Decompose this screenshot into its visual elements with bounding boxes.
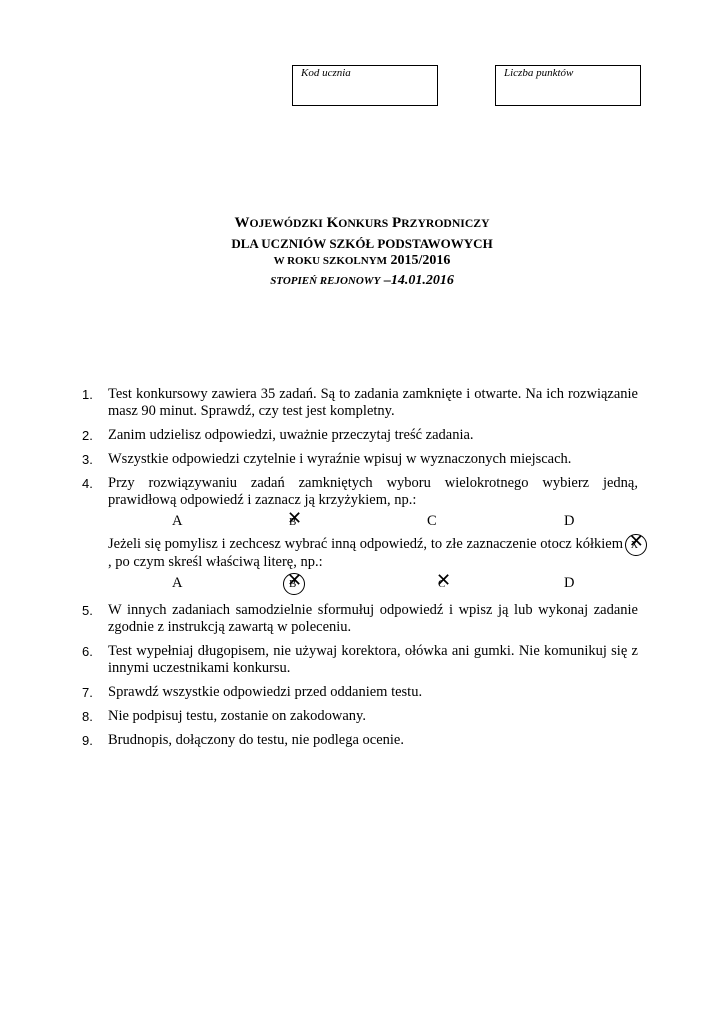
points-label: Liczba punktów [504,67,574,79]
list-item: 8. Nie podpisuj testu, zostanie on zakodowany. [82,708,366,724]
list-item: 4. Przy rozwiązywaniu zadań zamkniętych wyboru wielokrotnego wybierz jedną, prawidłową odpowiedź i zaznacz ją krzyżykiem, np.: A B ✕ C D Jeżeli się pomylisz i zechcesz wybrać inną odpowiedź, to złe zaznaczenie otocz kółkiem X ✕, po czym skreśl właściwą literę, np.: A B ✕ C ✕ D [82,475,638,595]
student-code-label: Kod ucznia [301,67,351,79]
option-a: A [172,513,183,529]
circled-cross-example: X ✕ [631,536,638,554]
example-answers [108,513,638,533]
list-item: 9. Brudnopis, dołączony do testu, nie podlega ocenie. [82,732,404,748]
list-item: 5. W innych zadaniach samodzielnie sformułuj odpowiedź i wpisz ją lub wykonaj zadanie zgodnie z instrukcją zawartą w poleceniu. [82,602,638,635]
list-item: 1. Test konkursowy zawiera 35 zadań. Są to zadania zamknięte i otwarte. Na ich rozwiązanie masz 90 minut. Sprawdź, czy test jest kompletny. [82,386,638,419]
stage-date: STOPIEŃ REJONOWY –14.01.2016 [270,273,454,288]
instructions-list [82,386,638,756]
option-b-crossed: B ✕ [289,513,296,531]
contest-subtitle: DLA UCZNIÓW SZKÓŁ PODSTAWOWYCH [231,236,493,251]
option-d: D [564,575,575,591]
correction-example-answers [108,575,638,595]
list-item: 3. Wszystkie odpowiedzi czytelnie i wyraźnie wpisuj w wyznaczonych miejscach. [82,451,572,467]
option-b-circled: B ✕ [289,575,296,593]
option-c: C [427,513,437,529]
list-item: 6. Test wypełniaj długopisem, nie używaj korektora, ołówka ani gumki. Nie komunikuj się z innymi uczestnikami konkursu. [82,643,638,676]
list-item: 7. Sprawdź wszystkie odpowiedzi przed oddaniem testu. [82,684,423,700]
option-a: A [172,575,183,591]
option-d: D [564,513,575,529]
contest-title: WOJEWÓDZKI KONKURS PRZYRODNICZY [234,215,490,231]
list-item: 2. Zanim udzielisz odpowiedzi, uważnie przeczytaj treść zadania. [82,427,474,443]
student-code-box[interactable] [292,65,438,106]
school-year: W ROKU SZKOLNYM 2015/2016 [273,253,451,268]
points-box[interactable] [495,65,641,106]
option-c-crossed: C ✕ [438,575,445,593]
